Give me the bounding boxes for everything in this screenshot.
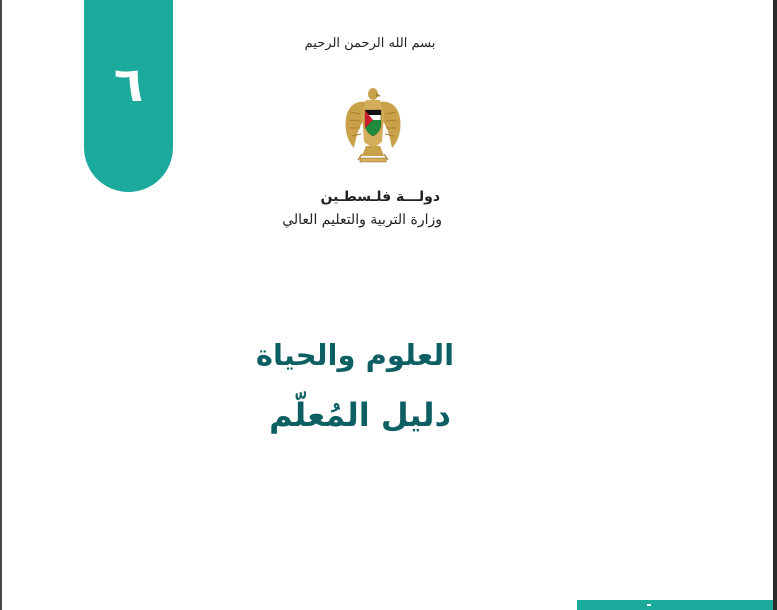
ministry-name: وزارة التربية والتعليم العالي (282, 212, 442, 228)
eagle-tail (362, 146, 384, 156)
palestine-eagle-emblem (340, 84, 406, 168)
state-name: دولـــة فلـسطـين (320, 189, 440, 205)
page-border-right (773, 0, 777, 610)
eagle-beak (376, 93, 381, 97)
basmala-calligraphy: بسم الله الرحمن الرحيم (304, 36, 436, 51)
bottom-accent-strip (577, 600, 773, 610)
bottom-strip-mark (647, 604, 651, 606)
book-title: العلوم والحياة (255, 338, 455, 372)
page-border-left (0, 0, 2, 610)
grade-tab (84, 0, 173, 192)
grade-number: ٦ (113, 57, 144, 113)
book-subtitle: دليل المُعلّم (269, 396, 451, 434)
